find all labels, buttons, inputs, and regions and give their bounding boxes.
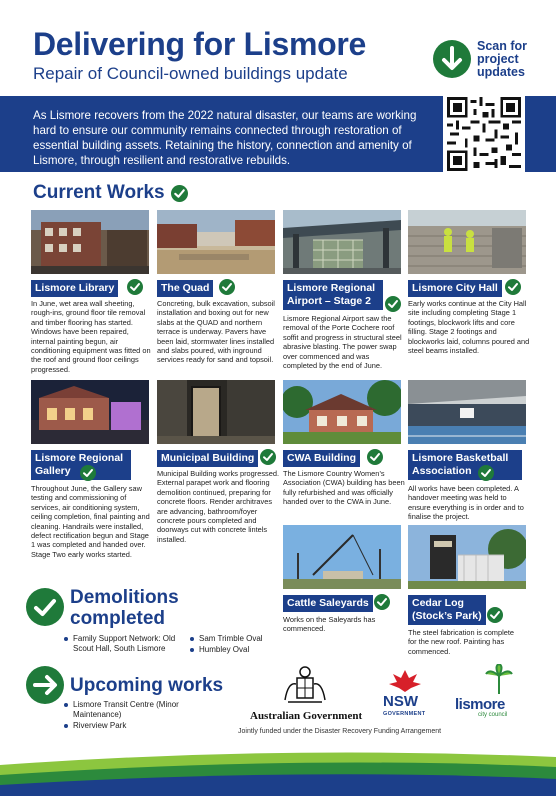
check-icon [487,607,503,623]
page-subtitle: Repair of Council-owned buildings update [33,64,348,83]
lismore-council-logo: lismore [455,696,505,713]
upcoming-list [62,700,192,732]
photo-lismore-library [31,210,149,274]
australian-government-crest-icon [282,664,328,708]
australian-government-logo: Australian Government [250,710,363,722]
check-icon [367,449,383,465]
photo-the-quad [157,210,275,274]
demolitions-list-right [188,634,278,656]
photo-cedar-log [408,525,526,589]
card-text-the-quad: Concreting, bulk excavation, subsoil installation and boxing out for new slabs at the QUAD and northern terrace is underway. Pavers have been laid, stormwater lines installed and slabs poured, with inground services ready for sand and topsoil. [157,299,275,365]
upcoming-title: Upcoming works [70,675,224,696]
photo-cattle-saleyards [283,525,401,589]
card-text-airport: Lismore Regional Airport saw the removal of the Porte Cochere roof soffit and progress in structural steel abrasive blasting. The power swap over commenced and was completed by the end of June. [283,314,402,371]
page-title: Delivering for Lismore [33,26,367,62]
check-icon [385,296,401,312]
lismore-palm-icon [484,664,514,696]
card-label-lismore-library: Lismore Library [31,280,118,297]
funding-note: Jointly funded under the Disaster Recovery Funding Arrangement [238,728,442,735]
list-item: Lismore Transit Centre (Minor Maintenance) [62,700,192,720]
list-item: Sam Trimble Oval [188,634,278,644]
card-label-municipal-building: Municipal Building [157,450,258,467]
arrow-down-icon [433,40,471,78]
card-label-the-quad: The Quad [157,280,213,297]
card-label-cattle-saleyards: Cattle Saleyards [283,595,373,612]
check-icon [478,465,494,481]
photo-basketball [408,380,526,444]
list-item: Family Support Network: Old Scout Hall, South Lismore [62,634,190,654]
check-icon [26,588,64,626]
photo-city-hall [408,210,526,274]
check-icon [80,465,96,481]
check-icon [374,594,390,610]
card-label-cedar-log: Cedar Log (Stock’s Park) [408,595,486,625]
card-label-cwa-building: CWA Building [283,450,360,467]
check-icon [171,185,188,202]
header [0,0,556,96]
photo-cwa-building [283,380,401,444]
card-label-city-hall: Lismore City Hall [408,280,502,297]
check-icon [505,279,521,295]
nsw-government-sub: GOVERNMENT [383,711,426,717]
scan-label: Scan for project updates [477,39,528,79]
photo-regional-gallery [31,380,149,444]
card-text-cwa-building: The Lismore Country Women’s Association (CWA) building has been fully refurbished and was officially handed over to the CWA in June. [283,469,405,507]
card-label-airport: Lismore Regional Airport – Stage 2 [283,280,383,310]
current-works-title-text: Current Works [33,182,165,203]
card-text-cattle-saleyards: Works on the Saleyards has commenced. [283,615,376,634]
card-text-municipal-building: Municipal Building works progressed. External parapet work and flooring demolition continued, preparing for concrete floors. Render architraves are advancing, bathroom/foyer concrete pours completed and doorways cut with concrete lintels installed. [157,469,280,544]
footer-wave [0,735,556,796]
photo-airport [283,210,401,274]
list-item: Riverview Park [62,721,192,731]
card-text-regional-gallery: Throughout June, the Gallery saw testing and commissioning of services, air conditioning system, ceiling completion, final painting and cleaning. Handrails were installed, defect rectification begun and Stage 1 was completed and handed over. Stage Two early works started. [31,484,150,559]
card-text-lismore-library: In June, wet area wall sheeting, rough-ins, ground floor tile removal and timber flooring has started. Windows have been repaired, internal painting begun, air conditioning equipment was fitted on the roof and ground floor ceilings progressed. [31,299,151,374]
scan-callout [433,40,543,82]
qr-code[interactable] [443,93,525,175]
lismore-council-sub: city council [478,712,508,718]
check-icon [219,279,235,295]
arrow-right-icon [26,666,64,704]
card-label-regional-gallery: Lismore Regional Gallery [31,450,131,480]
card-text-city-hall: Early works continue at the City Hall site including completing Stage 1 footings, blockwork lifts and core filling. Stage 2 footings and blockworks laid, columns poured and steel beams installed. [408,299,530,356]
nsw-government-logo: NSW [383,693,418,710]
list-item: Humbley Oval [188,645,278,655]
check-icon [127,279,143,295]
intro-text: As Lismore recovers from the 2022 natural disaster, our teams are working hard to ensure our community remains connected through restoration of essential building assets. Retaining the history, connection and amenity of Lismore, through resilient and restorative rebuilds. [33,109,417,167]
demolitions-list-left [62,634,190,655]
current-works-title [33,182,188,204]
card-text-basketball: All works have been completed. A handover meeting was held to ensure everything is in order and to finalise the project. [408,484,524,522]
waratah-icon [385,668,425,694]
card-label-basketball: Lismore Basketball Association [408,450,522,480]
photo-municipal-building [157,380,275,444]
demolitions-title: Demolitions completed [70,587,179,629]
check-icon [260,449,276,465]
card-text-cedar-log: The steel fabrication is complete for the new roof. Painting has commenced. [408,628,514,656]
